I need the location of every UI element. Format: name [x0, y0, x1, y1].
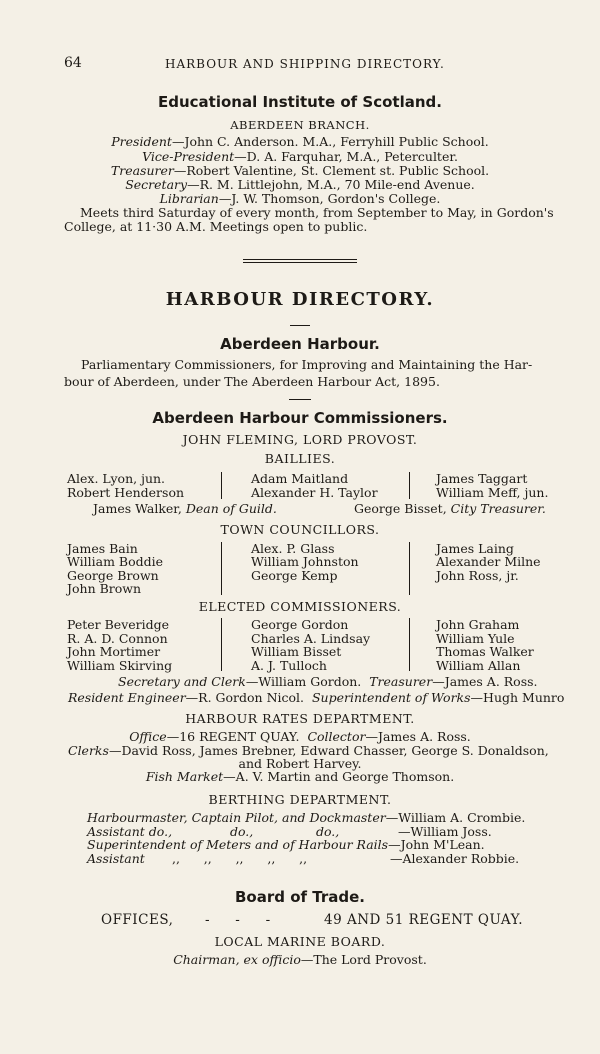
lord-provost: JOHN FLEMING, LORD PROVOST. — [182, 432, 418, 447]
line3-role: Superintendent of Meters and of Harbour Rails — [87, 837, 389, 852]
treasurer-name: —Robert Valentine, St. Clement st. Public School. — [173, 163, 490, 178]
edu-meets-line2: College, at 11·30 A.M. Meetings open to public. — [64, 219, 368, 234]
parl-line2: bour of Aberdeen, under The Aberdeen Harbour Act, 1895. — [64, 374, 440, 389]
vp-role: Vice-President — [142, 149, 235, 164]
vp-name: —D. A. Farquhar, M.A., Peterculter. — [234, 149, 458, 164]
councillor: Alex. P. Glass — [251, 541, 335, 556]
double-rule-top — [243, 259, 357, 260]
column-divider — [221, 542, 222, 595]
councillor: John Ross, jr. — [436, 568, 519, 583]
fish-market — [0, 769, 600, 784]
commissioner: William Bisset — [251, 644, 342, 659]
offices-label: OFFICES, — [101, 912, 174, 928]
collector-role: Collector — [307, 729, 366, 744]
clerks-line1: —David Ross, James Brebner, Edward Chasser, George S. Donaldson, — [108, 743, 549, 758]
line1-role: Harbourmaster, Captain Pilot, and Dockmaster — [87, 810, 386, 825]
rates-heading: HARBOUR RATES DEPARTMENT. — [185, 711, 415, 726]
column-divider — [221, 472, 222, 499]
baillie-1: Alex. Lyon, jun. — [67, 471, 166, 486]
berthing-line4 — [87, 851, 145, 866]
dean-role: Dean of Guild. — [185, 501, 277, 516]
line2-name: —William Joss. — [398, 824, 492, 839]
treas2-name: —James A. Ross. — [432, 674, 538, 689]
president-name: —John C. Anderson. M.A., Ferryhill Public School. — [171, 134, 489, 149]
clerks-role: Clerks — [68, 743, 109, 758]
collector-name: —James A. Ross. — [365, 729, 471, 744]
eng-role: Resident Engineer — [68, 690, 186, 705]
dean-of-guild — [93, 501, 277, 516]
treasurer-role: Treasurer — [110, 163, 174, 178]
column-divider — [409, 472, 410, 499]
directory-title: HARBOUR DIRECTORY. — [165, 289, 435, 310]
commissioner: John Mortimer — [67, 644, 161, 659]
column-divider — [221, 618, 222, 671]
rates-office — [0, 729, 600, 744]
engineer-line — [68, 690, 564, 705]
city-treasurer — [354, 501, 546, 516]
berthing-heading: BERTHING DEPARTMENT. — [208, 792, 392, 807]
page-number: 64 — [64, 55, 82, 71]
commissioner: William Allan — [436, 658, 521, 673]
councillor: William Johnston — [251, 554, 359, 569]
sec-name: —William Gordon. — [245, 674, 362, 689]
commissioner: R. A. D. Connon — [67, 631, 168, 646]
dean-name: James Walker, — [93, 501, 182, 516]
edu-title: Educational Institute of Scotland. — [158, 93, 442, 111]
baillie-2: Robert Henderson — [67, 485, 185, 500]
commissioner: George Gordon — [251, 617, 349, 632]
commissioner: Charles A. Lindsay — [251, 631, 371, 646]
edu-secretary — [0, 177, 600, 192]
commissioner: William Skirving — [67, 658, 173, 673]
offices-address: 49 AND 51 REGENT QUAY. — [324, 912, 524, 928]
edu-branch: ABERDEEN BRANCH. — [230, 118, 370, 132]
secretary-name: —R. M. Littlejohn, M.A., 70 Mile-end Avenue. — [187, 177, 475, 192]
baillie-5: James Taggart — [436, 471, 528, 486]
baillie-4: Alexander H. Taylor — [251, 485, 378, 500]
commissioner: A. J. Tulloch — [251, 658, 327, 673]
edu-president — [0, 134, 600, 149]
secretary-role: Secretary — [125, 177, 188, 192]
office-address: —16 REGENT QUAY. — [166, 729, 300, 744]
works-name: —Hugh Munro — [470, 690, 565, 705]
baillie-6: William Meff, jun. — [436, 485, 549, 500]
edu-meets-line1: Meets third Saturday of every month, from September to May, in Gordon's — [80, 205, 554, 220]
commissioner: Thomas Walker — [436, 644, 534, 659]
treasurer-name: George Bisset, — [354, 501, 447, 516]
commissioners-title: Aberdeen Harbour Commissioners. — [152, 409, 448, 427]
secretary-clerk — [118, 674, 538, 689]
offices-dashes: - - - — [205, 912, 271, 928]
president-role: President — [111, 134, 172, 149]
librarian-name: —J. W. Thomson, Gordon's College. — [218, 191, 441, 206]
edu-vice-president — [0, 149, 600, 164]
chair-name: —The Lord Provost. — [300, 952, 427, 967]
edu-treasurer — [0, 163, 600, 178]
councillor: George Brown — [67, 568, 159, 583]
office-role: Office — [129, 729, 167, 744]
line2-role: Assistant do., — [87, 824, 173, 839]
column-divider — [409, 618, 410, 671]
councillor: James Laing — [436, 541, 514, 556]
edu-librarian — [0, 191, 600, 206]
clerks-line2: and Robert Harvey. — [238, 756, 362, 771]
ditto: do., — [230, 824, 254, 839]
berthing-line1 — [87, 810, 525, 825]
ditto: do., — [316, 824, 340, 839]
commissioner: William Yule — [436, 631, 515, 646]
councillor: James Bain — [67, 541, 138, 556]
librarian-role: Librarian — [159, 191, 219, 206]
fish-role: Fish Market — [145, 769, 224, 784]
aberdeen-harbour-title: Aberdeen Harbour. — [220, 335, 380, 353]
marine-board-heading: LOCAL MARINE BOARD. — [214, 934, 386, 949]
treasurer-role: City Treasurer. — [450, 501, 546, 516]
elected-heading: ELECTED COMMISSIONERS. — [198, 599, 402, 614]
short-rule-1 — [290, 325, 310, 326]
line4-name: —Alexander Robbie. — [390, 851, 520, 866]
councillor: George Kemp — [251, 568, 338, 583]
baillie-3: Adam Maitland — [251, 471, 349, 486]
eng-name: —R. Gordon Nicol. — [185, 690, 305, 705]
fish-names: —A. V. Martin and George Thomson. — [223, 769, 455, 784]
berthing-line3 — [87, 837, 485, 852]
line3-name: —John M'Lean. — [388, 837, 485, 852]
running-title: HARBOUR AND SHIPPING DIRECTORY. — [165, 57, 445, 71]
line4-role: Assistant — [87, 851, 145, 866]
councillor: William Boddie — [67, 554, 164, 569]
column-divider — [409, 542, 410, 595]
parl-line1: Parliamentary Commissioners, for Improving and Maintaining the Har- — [81, 357, 533, 372]
chairman-line — [0, 952, 600, 967]
chair-role: Chairman, ex officio — [173, 952, 301, 967]
board-of-trade-title: Board of Trade. — [235, 888, 365, 906]
double-rule-bottom — [243, 262, 357, 263]
ditto-marks: ,, ,, ,, ,, ,, — [172, 851, 308, 866]
councillor: John Brown — [67, 581, 142, 596]
sec-role: Secretary and Clerk — [118, 674, 246, 689]
commissioner: Peter Beveridge — [67, 617, 170, 632]
short-rule-2 — [289, 399, 311, 400]
works-role: Superintendent of Works — [311, 690, 471, 705]
baillies-heading: BAILLIES. — [264, 451, 336, 466]
commissioner: John Graham — [436, 617, 520, 632]
councillor: Alexander Milne — [436, 554, 541, 569]
line1-name: —William A. Crombie. — [385, 810, 526, 825]
treas2-role: Treasurer — [369, 674, 433, 689]
councillors-heading: TOWN COUNCILLORS. — [220, 522, 380, 537]
